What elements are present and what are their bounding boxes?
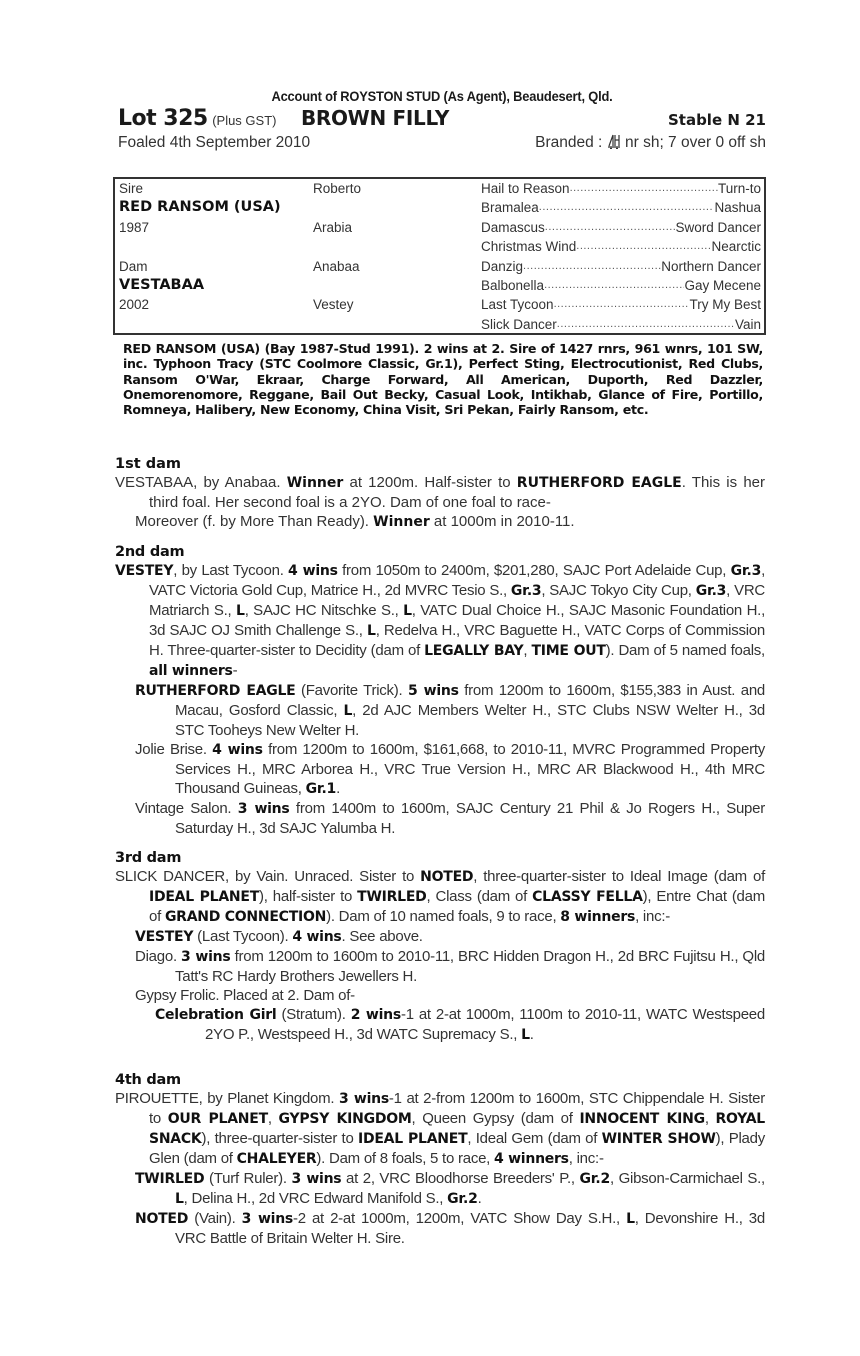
emphasis-text: 5 wins	[407, 683, 459, 699]
emphasis-text: 3 wins	[291, 1171, 342, 1187]
progeny-entry: Jolie Brise. 4 wins from 1200m to 1600m, $161,668, to 2010-11, MVRC Programmed Property Services H., MRC Arborea H., VRC True Version H., MRC AR Blackwood H., 4th MRC Thousand Guineas, Gr.1.	[135, 741, 765, 797]
emphasis-text: GRAND CONNECTION	[164, 909, 327, 925]
pedigree-row	[119, 276, 479, 295]
emphasis-text: L	[626, 1211, 635, 1227]
emphasis-text: INNOCENT KING	[579, 1111, 705, 1127]
branded-label: Branded :	[535, 134, 603, 151]
gst-note: (Plus GST)	[212, 113, 277, 128]
emphasis-text: IDEAL PLANET	[149, 889, 260, 905]
section-heading: 2nd dam	[115, 544, 185, 560]
emphasis-text: all winners	[149, 663, 233, 679]
foal-brand-row	[118, 134, 766, 156]
foaled-date: Foaled 4th September 2010	[118, 134, 311, 151]
ancestor-row: Slick Dancer ..... Vain	[481, 315, 761, 334]
emphasis-text: L	[521, 1027, 530, 1043]
pedigree-row	[119, 237, 479, 256]
pedigree-row: 2002 Vestey	[119, 297, 354, 313]
emphasis-text: TIME OUT	[531, 643, 606, 659]
emphasis-text: Winner	[373, 514, 430, 530]
progeny-entry: Moreover (f. by More Than Ready). Winner at 1000m in 2010-11.	[135, 513, 575, 530]
emphasis-text: 4 wins	[292, 929, 342, 945]
emphasis-text: LEGALLY BAY	[424, 643, 524, 659]
ancestor-row: Balbonella ..... Gay Mecene	[481, 276, 761, 295]
section-heading: 4th dam	[115, 1072, 181, 1088]
emphasis-text: L	[403, 603, 412, 619]
grandprogeny-entry: Celebration Girl (Stratum). 2 wins-1 at 2-at 1000m, 1100m to 2010-11, WATC Westspeed 2YO P., Westspeed H., 3d WATC Supremacy S., L.	[155, 1006, 765, 1043]
pedigree-parents	[119, 179, 479, 334]
first-dam-section	[115, 456, 765, 532]
pedigree-row	[119, 315, 479, 334]
emphasis-text: L	[343, 703, 353, 719]
pedigree-row: Dam Anabaa	[119, 258, 360, 274]
progeny-entry: NOTED (Vain). 3 wins-2 at 2-at 1000m, 1200m, VATC Show Day S.H., L, Devonshire H., 3d VRC Battle of Britain Welter H. Sire.	[135, 1210, 765, 1247]
pedigree-row: 1987 Arabia	[119, 219, 353, 235]
emphasis-text: 3 wins	[237, 801, 290, 817]
ancestor-row: Damascus ..... Sword Dancer	[481, 218, 761, 237]
emphasis-text: VESTEY	[115, 563, 174, 579]
emphasis-text: 2 wins	[350, 1007, 401, 1023]
pedigree-row: Sire Roberto	[119, 181, 362, 196]
emphasis-text: 3 wins	[241, 1211, 293, 1227]
dam-paragraph: PIROUETTE, by Planet Kingdom. 3 wins-1 at 2-from 1200m to 1600m, STC Chippendale H. Sister to OUR PLANET, GYPSY KINGDOM, Queen Gypsy (dam of INNOCENT KING, ROYAL SNACK), three-quarter-sister to IDEAL PLANET, Ideal Gem (dam of WINTER SHOW), Plady Glen (dam of CHALEYER). Dam of 8 foals, 5 to race, 4 winners, inc:-	[115, 1090, 765, 1167]
emphasis-text: CLASSY FELLA	[532, 889, 643, 905]
catalogue-page	[115, 88, 766, 1247]
emphasis-text: Celebration Girl	[155, 1007, 277, 1023]
emphasis-text: Gr.3	[730, 563, 762, 579]
emphasis-text: 4 winners	[494, 1151, 569, 1167]
emphasis-text: NOTED	[420, 869, 474, 885]
emphasis-text: WINTER SHOW	[601, 1131, 716, 1147]
emphasis-text: TWIRLED	[135, 1171, 205, 1187]
fourth-dam-section	[115, 1072, 765, 1248]
sire-name: RED RANSOM (USA)	[119, 199, 281, 216]
ancestor-row: Hail to Reason ..... Turn-to	[481, 179, 761, 198]
emphasis-text: VESTEY	[135, 929, 194, 945]
emphasis-text: L	[175, 1191, 184, 1207]
emphasis-text: Gr.3	[510, 583, 542, 599]
emphasis-text: Gr.2	[447, 1191, 478, 1207]
emphasis-text: 4 wins	[288, 563, 338, 579]
section-heading: 1st dam	[115, 456, 181, 472]
dam-paragraph: VESTEY, by Last Tycoon. 4 wins from 1050m to 2400m, $201,280, SAJC Port Adelaide Cup, Gr.3, VATC Victoria Gold Cup, Matrice H., 2d MVRC Tesio S., Gr.3, SAJC Tokyo City Cup, Gr.3, VRC Matriarch S., L, SAJC HC Nitschke S., L, VATC Dual Choice H., SAJC Masonic Foundation H., 3d SAJC OJ Smith Challenge S., L, Redelva H., VRC Baguette H., VATC Corps of Commission H. Three-quarter-sister to Decidity (dam of LEGALLY BAY, TIME OUT). Dam of 5 named foals, all winners-	[115, 562, 766, 679]
progeny-entry: RUTHERFORD EAGLE (Favorite Trick). 5 wins from 1200m to 1600m, $155,383 in Aust. and Macau, Gosford Classic, L, 2d AJC Members Welter H., STC Clubs NSW Welter H., 3d STC Tooheys New Welter H.	[135, 682, 765, 739]
emphasis-text: Winner	[286, 475, 344, 491]
dam-paragraph: SLICK DANCER, by Vain. Unraced. Sister to NOTED, three-quarter-sister to Ideal Image (dam of IDEAL PLANET), half-sister to TWIRLED, Class (dam of CLASSY FELLA), Entre Chat (dam of GRAND CONNECTION). Dam of 10 named foals, 9 to race, 8 winners, inc:-	[115, 868, 765, 925]
ancestor-row: Bramalea ..... Nashua	[481, 198, 761, 217]
emphasis-text: 8 winners	[560, 909, 636, 925]
ancestor-row: Last Tycoon ..... Try My Best	[481, 295, 761, 314]
emphasis-text: IDEAL PLANET	[358, 1131, 468, 1147]
emphasis-text: CHALEYER	[236, 1151, 317, 1167]
ancestor-row: Christmas Wind ..... Nearctic	[481, 237, 761, 256]
emphasis-text: ROYAL SNACK	[149, 1111, 765, 1147]
dam-paragraph: VESTABAA, by Anabaa. Winner at 1200m. Half-sister to RUTHERFORD EAGLE. This is her third foal. Her second foal is a 2YO. Dam of one foal to race-	[115, 474, 766, 511]
sire-summary: RED RANSOM (USA) (Bay 1987-Stud 1991). 2 wins at 2. Sire of 1427 rnrs, 961 wnrs, 101 SW, inc. Typhoon Tracy (STC Coolmore Classic, Gr.1), Perfect Sting, Electrocutionist, Red Clubs, Ransom O'War, Ekraar, Charge Forward, All American, Duporth, Red Dazzler, Onemorenomore, Reggane, Bail Out Becky, Casual Look, Intikhab, Glance of Fire, Portillo, Romneya, Halibery, New Economy, China Visit, Sri Pekan, Fairly Ransom, etc.	[123, 341, 763, 418]
emphasis-text: Gr.3	[695, 583, 727, 599]
emphasis-text: TWIRLED	[357, 889, 427, 905]
progeny-entry: VESTEY (Last Tycoon). 4 wins. See above.	[135, 928, 423, 945]
emphasis-text: 3 wins	[339, 1091, 389, 1107]
emphasis-text: 3 wins	[181, 949, 231, 965]
stable-location: Stable N 21	[667, 111, 766, 129]
progeny-entry: Vintage Salon. 3 wins from 1400m to 1600m, SAJC Century 21 Phil & Jo Rogers H., Super Saturday H., 3d SAJC Yalumba H.	[135, 800, 765, 837]
emphasis-text: GYPSY KINGDOM	[278, 1111, 412, 1127]
brand-mark-icon	[607, 134, 621, 149]
progeny-entry: Diago. 3 wins from 1200m to 1600m to 2010-11, BRC Hidden Dragon H., 2d BRC Fujitsu H., Qld Tatt's RC Hardy Brothers Jewellers H.	[135, 948, 765, 985]
progeny-entry: Gypsy Frolic. Placed at 2. Dam of-	[135, 987, 355, 1004]
lot-group	[118, 106, 449, 131]
vendor-line: Account of ROYSTON STUD (As Agent), Beaudesert, Qld.	[271, 88, 613, 104]
progeny-entry: TWIRLED (Turf Ruler). 3 wins at 2, VRC Bloodhorse Breeders' P., Gr.2, Gibson-Carmichael S., L, Delina H., 2d VRC Edward Manifold S., Gr.2.	[135, 1170, 765, 1207]
emphasis-text: RUTHERFORD EAGLE	[135, 683, 296, 699]
dam-name: VESTABAA	[119, 276, 205, 293]
third-dam-section	[115, 850, 765, 1045]
emphasis-text: L	[367, 623, 376, 639]
second-dam-section	[115, 544, 765, 838]
emphasis-text: 4 wins	[212, 742, 263, 758]
section-heading: 3rd dam	[115, 850, 182, 866]
emphasis-text: RUTHERFORD EAGLE	[516, 475, 682, 491]
emphasis-text: Gr.1	[305, 781, 337, 797]
emphasis-text: L	[236, 603, 245, 619]
pedigree-table	[113, 177, 766, 335]
emphasis-text: Gr.2	[579, 1171, 610, 1187]
ancestor-row: Danzig ..... Northern Dancer	[481, 257, 761, 276]
emphasis-text: OUR PLANET	[167, 1111, 268, 1127]
pedigree-row	[119, 198, 479, 217]
lot-number: Lot 325	[118, 106, 208, 131]
brand-info	[535, 134, 766, 156]
pedigree-ancestors	[481, 179, 761, 334]
sex-color: BROWN FILLY	[300, 106, 450, 130]
branded-detail: nr sh; 7 over 0 off sh	[624, 134, 766, 151]
lot-header-row	[118, 106, 766, 132]
emphasis-text: NOTED	[135, 1211, 189, 1227]
